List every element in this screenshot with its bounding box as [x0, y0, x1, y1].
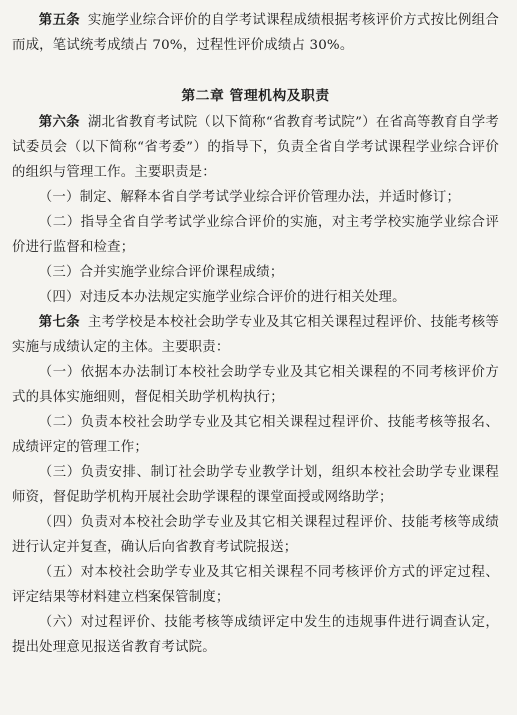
article-6-intro: 湖北省教育考试院（以下简称“省教育考试院”）在省高等教育自学考试委员会（以下简称“省考委”）的指导下，负责全省自学考试课程学业综合评价的组织与管理工作。主要职责是： [12, 115, 500, 180]
article-6-item: （三）合并实施学业综合评价课程成绩； [38, 265, 284, 280]
article-6-item: （二）指导全省自学考试学业综合评价的实施，对主考学校实施学业综合评价进行监督和检查； [12, 215, 499, 255]
article-7-item: （五）对本校社会助学专业及其它相关课程不同考核评价方式的评定过程、评定结果等材料建立档案保管制度； [12, 565, 499, 605]
article-7-item: （二）负责本校社会助学专业及其它相关课程过程评价、技能考核等报名、成绩评定的管理工作； [12, 415, 499, 455]
chapter-2-title: 第二章 管理机构及职责 [181, 88, 330, 104]
article-6 [12, 110, 499, 185]
article-6-label: 第六条 [38, 114, 80, 130]
article-5-text: 实施学业综合评价的自学考试课程成绩根据考核评价方式按比例组合而成，笔试统考成绩占 70%，过程性评价成绩占 30%。 [12, 13, 499, 53]
article-7-intro: 主考学校是本校社会助学专业及其它相关课程过程评价、技能考核等实施与成绩认定的主体。主要职责： [12, 315, 499, 355]
article-7-item: （六）对过程评价、技能考核等成绩评定中发生的违规事件进行调查认定，提出处理意见报送省教育考试院。 [12, 615, 499, 655]
article-7-item: （三）负责安排、制订社会助学专业教学计划，组织本校社会助学专业课程师资，督促助学机构开展社会助学课程的课堂面授或网络助学； [12, 465, 499, 505]
article-5-label: 第五条 [38, 12, 80, 28]
article-6-item: （四）对违反本办法规定实施学业综合评价的进行相关处理。 [38, 290, 406, 305]
article-7 [12, 310, 499, 360]
article-6-item: （一）制定、解释本省自学考试学业综合评价管理办法，并适时修订； [38, 190, 461, 205]
article-7-label: 第七条 [38, 314, 80, 330]
article-7-item: （四）负责对本校社会助学专业及其它相关课程过程评价、技能考核等成绩进行认定并复查，确认后向省教育考试院报送； [12, 515, 499, 555]
article-7-item: （一）依据本办法制订本校社会助学专业及其它相关课程的不同考核评价方式的具体实施细则，督促相关助学机构执行； [12, 365, 499, 405]
article-5 [12, 8, 499, 58]
